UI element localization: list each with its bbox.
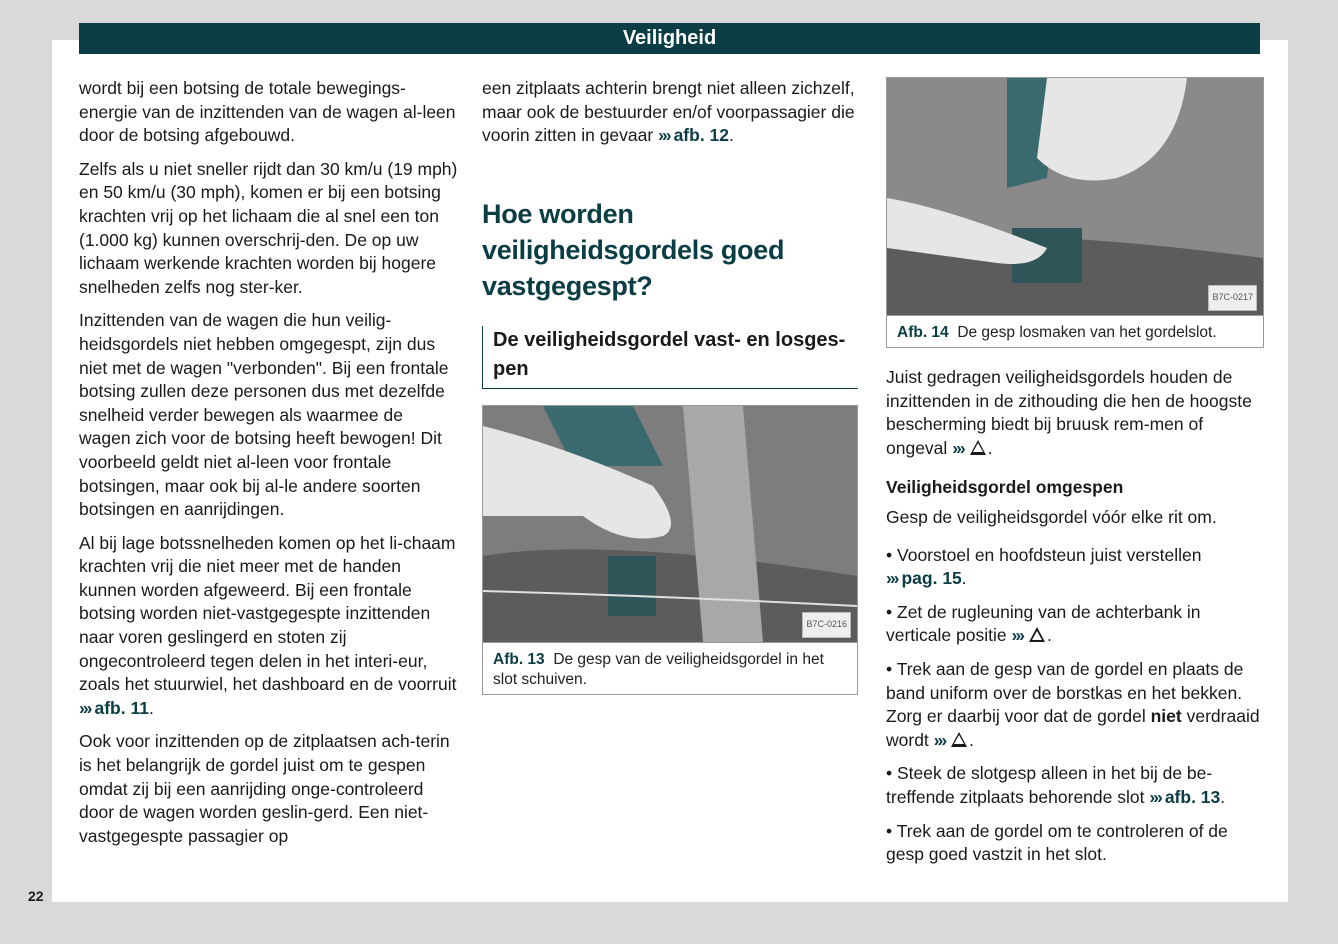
- figure-link[interactable]: afb. 11: [94, 697, 149, 718]
- illustration-fasten-buckle: [483, 406, 857, 642]
- list-item: • Voorstoel en hoofdsteun juist verstellen ››› pag. 15.: [886, 544, 1202, 589]
- list-item: • Trek aan de gordel om te controleren of de gesp goed vastzit in het slot.: [886, 820, 1228, 865]
- list-item-text: Trek aan de gordel om te controleren of de gesp goed vastzit in het slot.: [886, 820, 1228, 865]
- paragraph-text: Al bij lage botssnelheden komen op het li-chaam krachten vrij die niet meer met de handen kunnen worden afgeweerd. Bij een frontale botsing worden niet-vastgegespte inzittenden naar voren geslingerd en stoten zij ongecontroleerd tegen delen in het interi-eur, zoals het stuurwiel, het dashboard en de voorruit: [79, 532, 457, 695]
- list-item: • Steek de slotgesp alleen in het bij de be-treffende zitplaats behorende slot ››› afb. 13.: [886, 763, 1226, 807]
- column-1: [79, 77, 459, 858]
- figure-label: Afb. 13: [493, 650, 545, 668]
- list-item-text: Trek aan de gesp van de gordel en plaats de band uniform over de borstkas en het bekken. Zorg er daarbij voor dat de gordel: [886, 658, 1244, 727]
- paragraph: Ook voor inzittenden op de zitplaatsen ach-terin is het belangrijk de gordel juist om te gespen omdat zij bij een aanrijding onge-controleerd door de wagen worden geslin-gerd. Een niet-vastgegespte passagier op: [79, 731, 450, 846]
- list-item-text: Zet de rugleuning van de achterbank in verticale positie: [886, 601, 1201, 646]
- paragraph: Juist gedragen veiligheidsgordels houden de inzittenden in de zithouding die hen de hoogste bescherming biedt bij bruusk rem-men of ongeval ››› .: [886, 367, 1252, 458]
- figure-label: Afb. 14: [897, 324, 949, 341]
- figure-caption: [887, 316, 1263, 347]
- warning-triangle-icon[interactable]: [1029, 627, 1045, 642]
- list-item-text: Voorstoel en hoofdsteun juist verstellen: [897, 544, 1202, 565]
- paragraph: Inzittenden van de wagen die hun veilig-heidsgordels niet hebben omgegespt, zijn dus niet met de wagen "verbonden". Bij een frontale botsing zullen deze personen dus met dezelfde snelheid verder bewegen als waarmee de wagen zich voor de botsing heeft bewogen! Dit voorbeeld geldt niet al-leen voor frontale botsingen, maar ook bij al-le andere soorten botsingen en aanrijdingen.: [79, 310, 449, 520]
- paragraph: Al bij lage botssnelheden komen op het li-chaam krachten vrij die niet meer met de handen kunnen worden afgeweerd. Bij een frontale botsing worden niet-vastgegespte inzittenden naar voren geslingerd en stoten zij ongecontroleerd tegen delen in het interi-eur, zoals het stuurwiel, het dashboard en de voorruit ››› afb. 11.: [79, 532, 457, 718]
- chevron-right-triple-icon: ›››: [658, 125, 670, 146]
- instruction-heading: Veiligheidsgordel omgespen: [886, 477, 1124, 498]
- figure-caption: [483, 643, 857, 694]
- seatbelt-release-image: [887, 78, 1263, 316]
- list-item-text: Steek de slotgesp alleen in het bij de be-treffende zitplaats behorende slot: [886, 763, 1213, 807]
- figure-link[interactable]: afb. 12: [673, 125, 730, 146]
- page-number: 22: [28, 888, 44, 904]
- section-heading: Hoe worden veiligheidsgordels goed vastgegespt?: [482, 198, 785, 301]
- warning-triangle-icon[interactable]: [970, 440, 986, 455]
- seatbelt-buckle-image: [483, 406, 857, 643]
- section-header: [79, 23, 1260, 54]
- paragraph: Gesp de veiligheidsgordel vóór elke rit om.: [886, 506, 1217, 527]
- chevron-right-triple-icon: ›››: [886, 568, 898, 589]
- figure-link[interactable]: afb. 13: [1164, 786, 1221, 807]
- chevron-right-triple-icon: ›››: [1149, 786, 1161, 807]
- chevron-right-triple-icon: ›››: [933, 729, 946, 750]
- image-code: B7C-0217: [1208, 285, 1257, 311]
- chevron-right-triple-icon: ›››: [79, 697, 91, 718]
- subsection-heading: De veiligheidsgordel vast- en losges-pen: [482, 326, 858, 389]
- warning-triangle-icon[interactable]: [951, 732, 967, 747]
- paragraph-text: Juist gedragen veiligheidsgordels houden de inzittenden in de zithouding die hen de hoogste bescherming biedt bij bruusk rem-men of ongeval: [886, 367, 1252, 458]
- illustration-release-buckle: [887, 78, 1263, 315]
- paragraph: een zitplaats achterin brengt niet alleen zichzelf, maar ook de bestuurder en/of voorpassagier die voorin zitten in gevaar ››› afb. 12.: [482, 78, 855, 146]
- column-3: [886, 77, 1264, 877]
- chevron-right-triple-icon: ›››: [1011, 625, 1023, 646]
- list-item: • Trek aan de gesp van de gordel en plaats de band uniform over de borstkas en het bekken. Zorg er daarbij voor dat de gordel niet verdraaid wordt ››› .: [886, 658, 1260, 750]
- chevron-right-triple-icon: ›››: [952, 437, 964, 458]
- paragraph: wordt bij een botsing de totale bewegings-energie van de inzittenden van de wagen al-leen door de botsing afgebouwd.: [79, 78, 456, 146]
- column-2: [482, 77, 858, 695]
- paragraph: Zelfs als u niet sneller rijdt dan 30 km/u (19 mph) en 50 km/u (30 mph), komen er bij een botsing krachten vrij op het lichaam die al snel een ton (1.000 kg) kunnen overschrij-den. De op uw lichaam werkende krachten worden bij hogere snelheden zelfs nog ster-ker.: [79, 158, 458, 297]
- figure-13: [482, 405, 858, 695]
- caption-text: De gesp losmaken van het gordelslot.: [957, 324, 1217, 341]
- emphasis: niet: [1150, 706, 1182, 727]
- caption-text: De gesp van de veiligheidsgordel in het slot schuiven.: [493, 650, 824, 688]
- list-item-text: verdraaid wordt: [886, 706, 1260, 750]
- figure-14: [886, 77, 1264, 348]
- section-title: Veiligheid: [622, 27, 717, 49]
- paragraph-text: een zitplaats achterin brengt niet alleen zichzelf, maar ook de bestuurder en/of voorpassagier die voorin zitten in gevaar: [482, 78, 855, 146]
- page-link[interactable]: pag. 15: [901, 568, 962, 589]
- list-item: • Zet de rugleuning van de achterbank in verticale positie ››› .: [886, 601, 1201, 646]
- image-code: B7C-0216: [802, 612, 851, 638]
